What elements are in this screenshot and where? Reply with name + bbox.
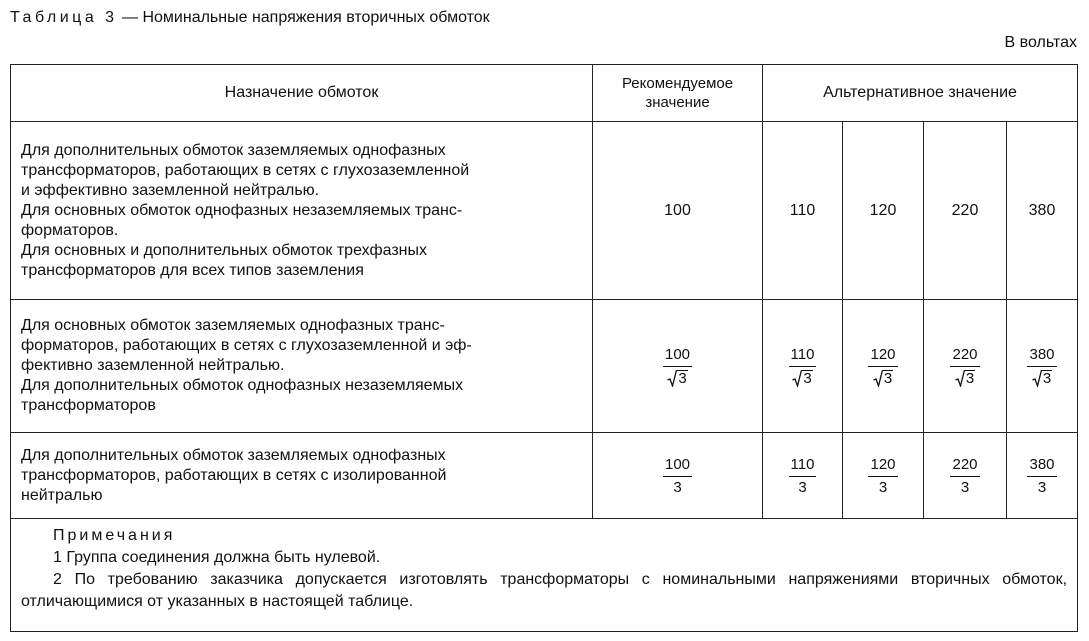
row-1-line-5: форматоров.: [21, 221, 119, 239]
fraction-numerator: 110: [789, 456, 817, 477]
header-recommended: [593, 65, 763, 122]
notes-title: Примечания: [53, 527, 176, 544]
fraction-numerator: 380: [1027, 346, 1056, 367]
row-1-line-6: Для основных и дополнительных обмоток трехфазных: [21, 241, 427, 259]
units-label: В вольтах: [1004, 34, 1077, 51]
fraction: [1027, 456, 1056, 497]
fraction-numerator: 380: [1027, 456, 1056, 477]
row-2-line-3: фективно заземленной нейтралью.: [21, 357, 285, 374]
table-row: [11, 122, 1078, 300]
row-2-line-4: Для дополнительных обмоток однофазных незаземляемых: [21, 377, 464, 394]
row-2-line-5: трансформаторов: [21, 397, 156, 414]
row-2-line-2: форматоров, работающих в сетях с глухозаземленной и эф-: [21, 337, 472, 354]
row-1-alt-4: 380: [1007, 122, 1078, 300]
row-3-alt-2: [843, 433, 924, 519]
row-1-line-7: трансформаторов для всех типов заземления: [21, 261, 364, 279]
sqrt-sign-icon: [667, 369, 687, 387]
fraction: [950, 456, 979, 497]
fraction-denominator: 3: [878, 478, 888, 496]
fraction-numerator: 100: [663, 456, 692, 477]
row-1-description: [11, 122, 593, 300]
fraction-numerator: 100: [663, 346, 692, 367]
fraction-numerator: 120: [868, 456, 897, 477]
row-1-recommended: 100: [593, 122, 763, 300]
row-2-alt-1: [763, 300, 843, 433]
fraction: [868, 456, 897, 497]
fraction-denominator: 3: [673, 478, 682, 496]
fraction-numerator: 110: [789, 346, 817, 367]
row-3-alt-3: [924, 433, 1007, 519]
header-row: [11, 65, 1078, 122]
row-1-line-4: Для основных обмоток однофазных незаземляемых транс-: [21, 201, 463, 219]
voltage-table: [10, 64, 1078, 632]
row-1-alt-3: 220: [924, 122, 1007, 300]
note-1: 1 Группа соединения должна быть нулевой.: [53, 549, 381, 566]
sqrt-sign-icon: [1032, 369, 1052, 387]
fraction-sqrt: [1027, 346, 1056, 387]
row-2-alt-2: [843, 300, 924, 433]
fraction-denominator: 3: [678, 370, 687, 387]
row-3-line-1: Для дополнительных обмоток заземляемых однофазных: [21, 446, 446, 464]
sqrt-sign-icon: [955, 369, 975, 387]
row-2-alt-3: [924, 300, 1007, 433]
sqrt-sign-icon: [792, 369, 812, 387]
row-2-recommended: [593, 300, 763, 433]
fraction-sqrt: [868, 346, 897, 387]
fraction-denominator: 3: [803, 370, 812, 387]
fraction-denominator: 3: [798, 478, 807, 496]
header-purpose: Назначение обмоток: [11, 65, 593, 122]
caption-dash: —: [117, 9, 143, 26]
fraction: [789, 456, 817, 497]
sqrt-sign-icon: [873, 369, 893, 387]
row-3-line-2: трансформаторов, работающих в сетях с изолированной: [21, 466, 447, 484]
header-recommended-line2: значение: [645, 94, 710, 111]
fraction-numerator: 220: [950, 456, 979, 477]
fraction-denominator: 3: [960, 478, 970, 496]
fraction-denominator: 3: [1037, 478, 1047, 496]
row-1-line-1: Для дополнительных обмоток заземляемых однофазных: [21, 141, 446, 159]
row-1-line-3: и эффективно заземленной нейтралью.: [21, 181, 320, 199]
row-2-description: [11, 300, 593, 433]
table-row: [11, 433, 1078, 519]
row-1-line-2: трансформаторов, работающих в сетях с глухозаземленной: [21, 161, 470, 179]
notes-row: [11, 519, 1078, 632]
row-3-line-3: нейтралью: [21, 486, 103, 504]
fraction-denominator: 3: [883, 370, 893, 387]
row-3-recommended: [593, 433, 763, 519]
row-3-alt-4: [1007, 433, 1078, 519]
row-2-line-1: Для основных обмоток заземляемых однофазных транс-: [21, 317, 445, 334]
header-recommended-line1: Рекомендуемое: [621, 75, 734, 92]
fraction-denominator: 3: [1042, 370, 1052, 387]
fraction: [663, 456, 692, 497]
fraction-sqrt: [950, 346, 979, 387]
table-caption: [10, 8, 490, 28]
row-3-description: [11, 433, 593, 519]
fraction-sqrt: [789, 346, 817, 387]
row-3-alt-1: [763, 433, 843, 519]
row-2-alt-4: [1007, 300, 1078, 433]
fraction-denominator: 3: [965, 370, 975, 387]
fraction-sqrt: [663, 346, 692, 387]
fraction-numerator: 120: [868, 346, 897, 367]
row-1-alt-1: 110: [763, 122, 843, 300]
fraction-numerator: 220: [950, 346, 979, 367]
note-2: 2 По требованию заказчика допускается изготовлять трансформаторы с номинальными напряжениями вторичных обмоток, отличающимися от указанных в настоящей таблице.: [21, 571, 1068, 610]
row-1-alt-2: 120: [843, 122, 924, 300]
table-row: [11, 300, 1078, 433]
table-title: Номинальные напряжения вторичных обмоток: [142, 9, 490, 26]
header-alternative: Альтернативное значение: [763, 65, 1078, 122]
table-number: Таблица 3: [10, 9, 118, 26]
notes-cell: [11, 519, 1078, 632]
